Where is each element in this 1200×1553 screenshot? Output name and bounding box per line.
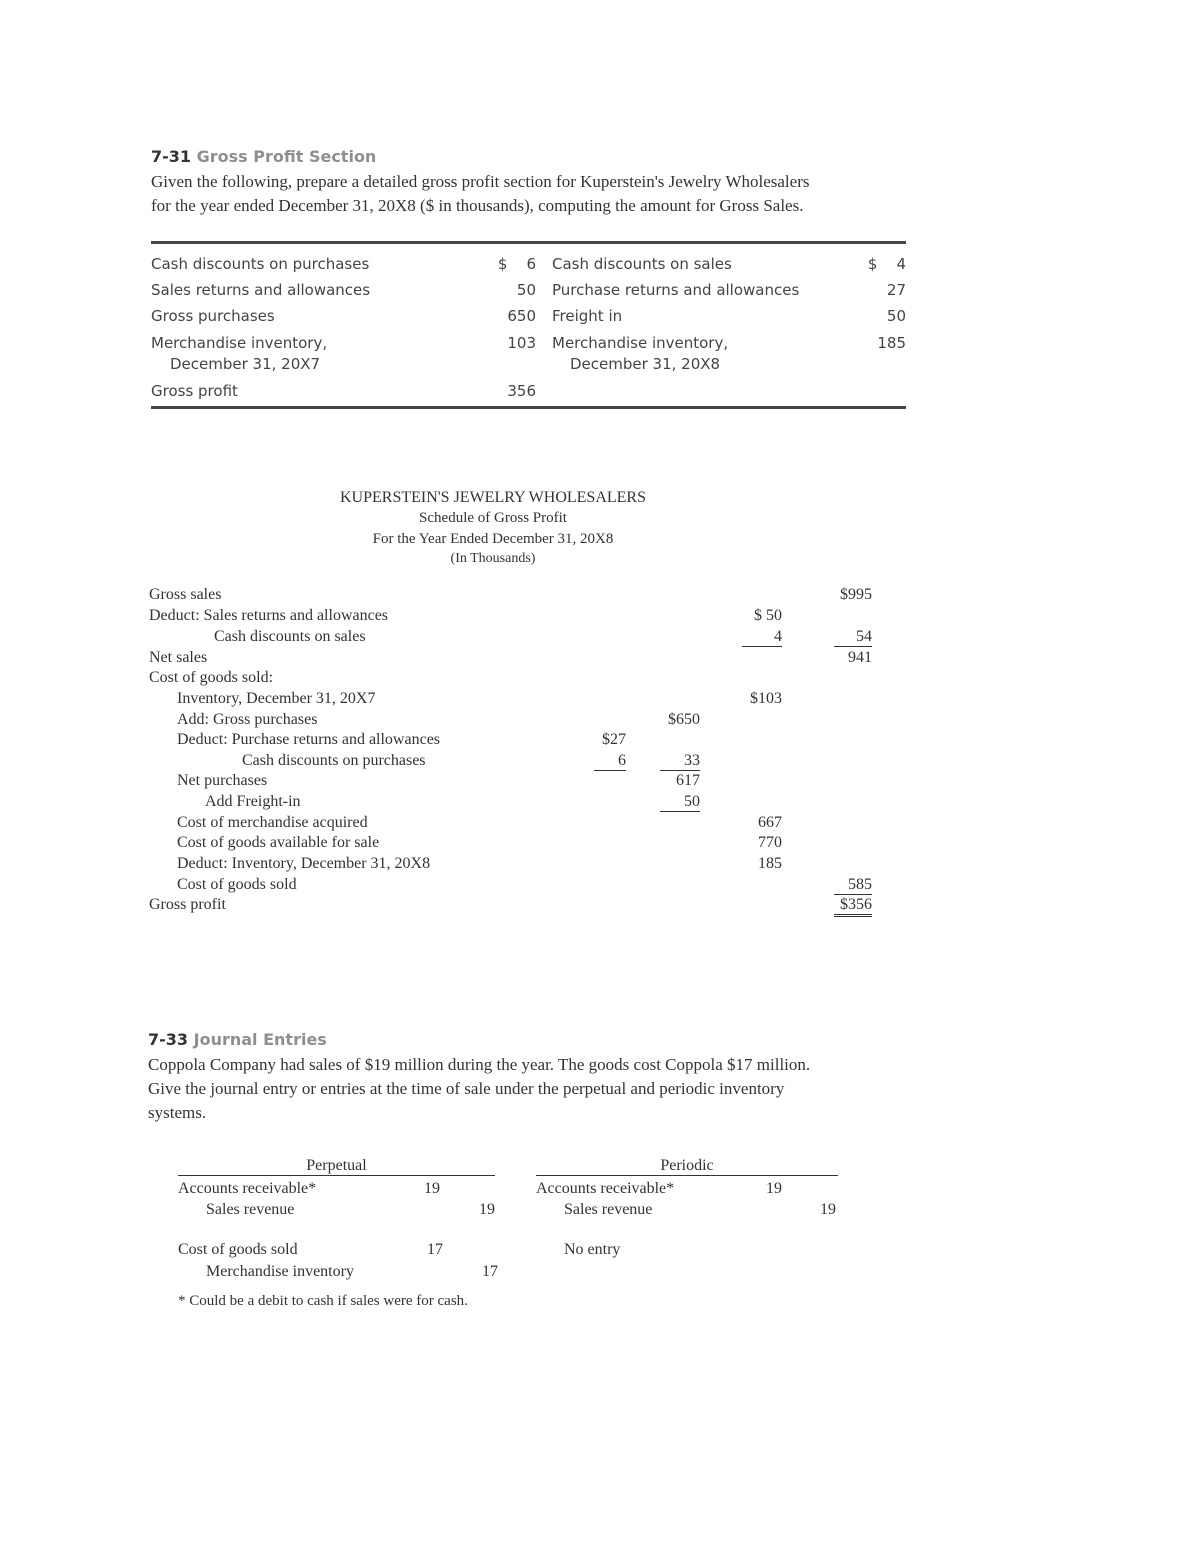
given-value: 50: [516, 281, 536, 299]
given-label: Sales returns and allowances: [151, 281, 371, 299]
given-value: 103: [507, 334, 536, 352]
schedule-line-label: Cost of goods available for sale: [177, 834, 380, 851]
schedule-line-label: Gross sales: [149, 586, 222, 603]
schedule-amount: 941: [848, 649, 872, 666]
schedule-amount: 54: [834, 628, 872, 647]
given-value: $ 4: [867, 255, 906, 273]
given-value: 185: [877, 334, 906, 352]
schedule-amount: 667: [758, 814, 782, 831]
schedule-amount: 585: [834, 876, 872, 895]
schedule-line-label: Add: Gross purchases: [177, 711, 318, 728]
table-top-rule: [151, 241, 906, 244]
given-label-continued: December 31, 20X7: [170, 355, 321, 373]
problem-7-33-heading: [148, 1030, 327, 1049]
schedule-line-label: Cash discounts on sales: [214, 628, 366, 645]
table-bottom-rule: [151, 406, 906, 409]
schedule-line-label: Net sales: [149, 649, 208, 666]
journal-debit-amount: 19: [766, 1180, 782, 1197]
schedule-line-label: Deduct: Inventory, December 31, 20X8: [177, 855, 431, 872]
schedule-period: For the Year Ended December 31, 20X8: [372, 531, 614, 547]
journal-debit-account: Accounts receivable*: [536, 1180, 675, 1197]
given-value: 50: [886, 307, 906, 325]
schedule-line-label: Gross profit: [149, 896, 226, 913]
schedule-amount: $ 50: [754, 607, 782, 624]
schedule-amount: 770: [758, 834, 782, 851]
problem-instructions-line: systems.: [148, 1103, 207, 1122]
journal-credit-account: Sales revenue: [206, 1201, 295, 1218]
schedule-amount: $995: [840, 586, 872, 603]
schedule-amount: $650: [668, 711, 700, 728]
given-value: 650: [507, 307, 536, 325]
schedule-line-label: Deduct: Sales returns and allowances: [149, 607, 389, 624]
given-label: Freight in: [552, 307, 623, 325]
given-value: $ 6: [497, 255, 536, 273]
schedule-line-label: Add Freight-in: [205, 793, 301, 810]
schedule-amount: $103: [750, 690, 782, 707]
journal-credit-account: Merchandise inventory: [206, 1263, 354, 1280]
given-label: Gross purchases: [151, 307, 275, 325]
journal-debit-amount: 19: [424, 1180, 440, 1197]
periodic-heading: Periodic: [536, 1157, 838, 1176]
given-label: Purchase returns and allowances: [552, 281, 800, 299]
schedule-line-label: Inventory, December 31, 20X7: [177, 690, 376, 707]
schedule-amount: 50: [660, 793, 700, 812]
problem-instructions-line: Given the following, prepare a detailed gross profit section for Kuperstein's Jewelry Wholesalers: [151, 172, 810, 191]
schedule-amount: $356: [834, 896, 872, 917]
problem-title: Gross Profit Section: [196, 147, 377, 166]
schedule-line-label: Cost of goods sold:: [149, 669, 274, 686]
schedule-amount: 6: [594, 752, 626, 771]
given-value: 356: [507, 382, 536, 400]
journal-debit-account: Cost of goods sold: [178, 1241, 298, 1258]
schedule-line-label: Cost of goods sold: [177, 876, 297, 893]
journal-no-entry: No entry: [564, 1241, 621, 1258]
journal-credit-amount: 19: [479, 1201, 495, 1218]
given-label: Cash discounts on sales: [552, 255, 732, 273]
problem-instructions-line: Give the journal entry or entries at the time of sale under the perpetual and periodic inventory: [148, 1079, 785, 1098]
company-name: KUPERSTEIN'S JEWELRY WHOLESALERS: [340, 489, 646, 506]
given-label: Merchandise inventory,: [552, 334, 729, 352]
journal-footnote: * Could be a debit to cash if sales were for cash.: [178, 1293, 468, 1309]
schedule-line-label: Cost of merchandise acquired: [177, 814, 368, 831]
schedule-line-label: Net purchases: [177, 772, 268, 789]
schedule-amount: $27: [602, 731, 626, 748]
journal-credit-account: Sales revenue: [564, 1201, 653, 1218]
journal-credit-amount: 19: [820, 1201, 836, 1218]
schedule-amount: 617: [676, 772, 700, 789]
given-label: Gross profit: [151, 382, 238, 400]
problem-number: 7-33: [148, 1030, 189, 1049]
problem-instructions-line: for the year ended December 31, 20X8 ($ in thousands), computing the amount for Gross Sales.: [151, 196, 804, 215]
problem-number: 7-31: [151, 147, 192, 166]
given-label: Cash discounts on purchases: [151, 255, 370, 273]
journal-debit-account: Accounts receivable*: [178, 1180, 317, 1197]
schedule-amount: 33: [660, 752, 700, 771]
schedule-amount: 4: [742, 628, 782, 647]
schedule-line-label: Cash discounts on purchases: [242, 752, 426, 769]
journal-debit-amount: 17: [427, 1241, 443, 1258]
journal-credit-amount: 17: [482, 1263, 498, 1280]
given-value: 27: [886, 281, 906, 299]
schedule-amount: 185: [758, 855, 782, 872]
schedule-title: Schedule of Gross Profit: [419, 510, 567, 526]
given-label: Merchandise inventory,: [151, 334, 328, 352]
perpetual-heading: Perpetual: [178, 1157, 495, 1176]
problem-title: Journal Entries: [193, 1030, 327, 1049]
given-label-continued: December 31, 20X8: [570, 355, 721, 373]
problem-instructions-line: Coppola Company had sales of $19 million during the year. The goods cost Coppola $17 million.: [148, 1055, 811, 1074]
problem-7-31-heading: [151, 147, 376, 166]
schedule-line-label: Deduct: Purchase returns and allowances: [177, 731, 441, 748]
schedule-units: (In Thousands): [450, 551, 536, 566]
